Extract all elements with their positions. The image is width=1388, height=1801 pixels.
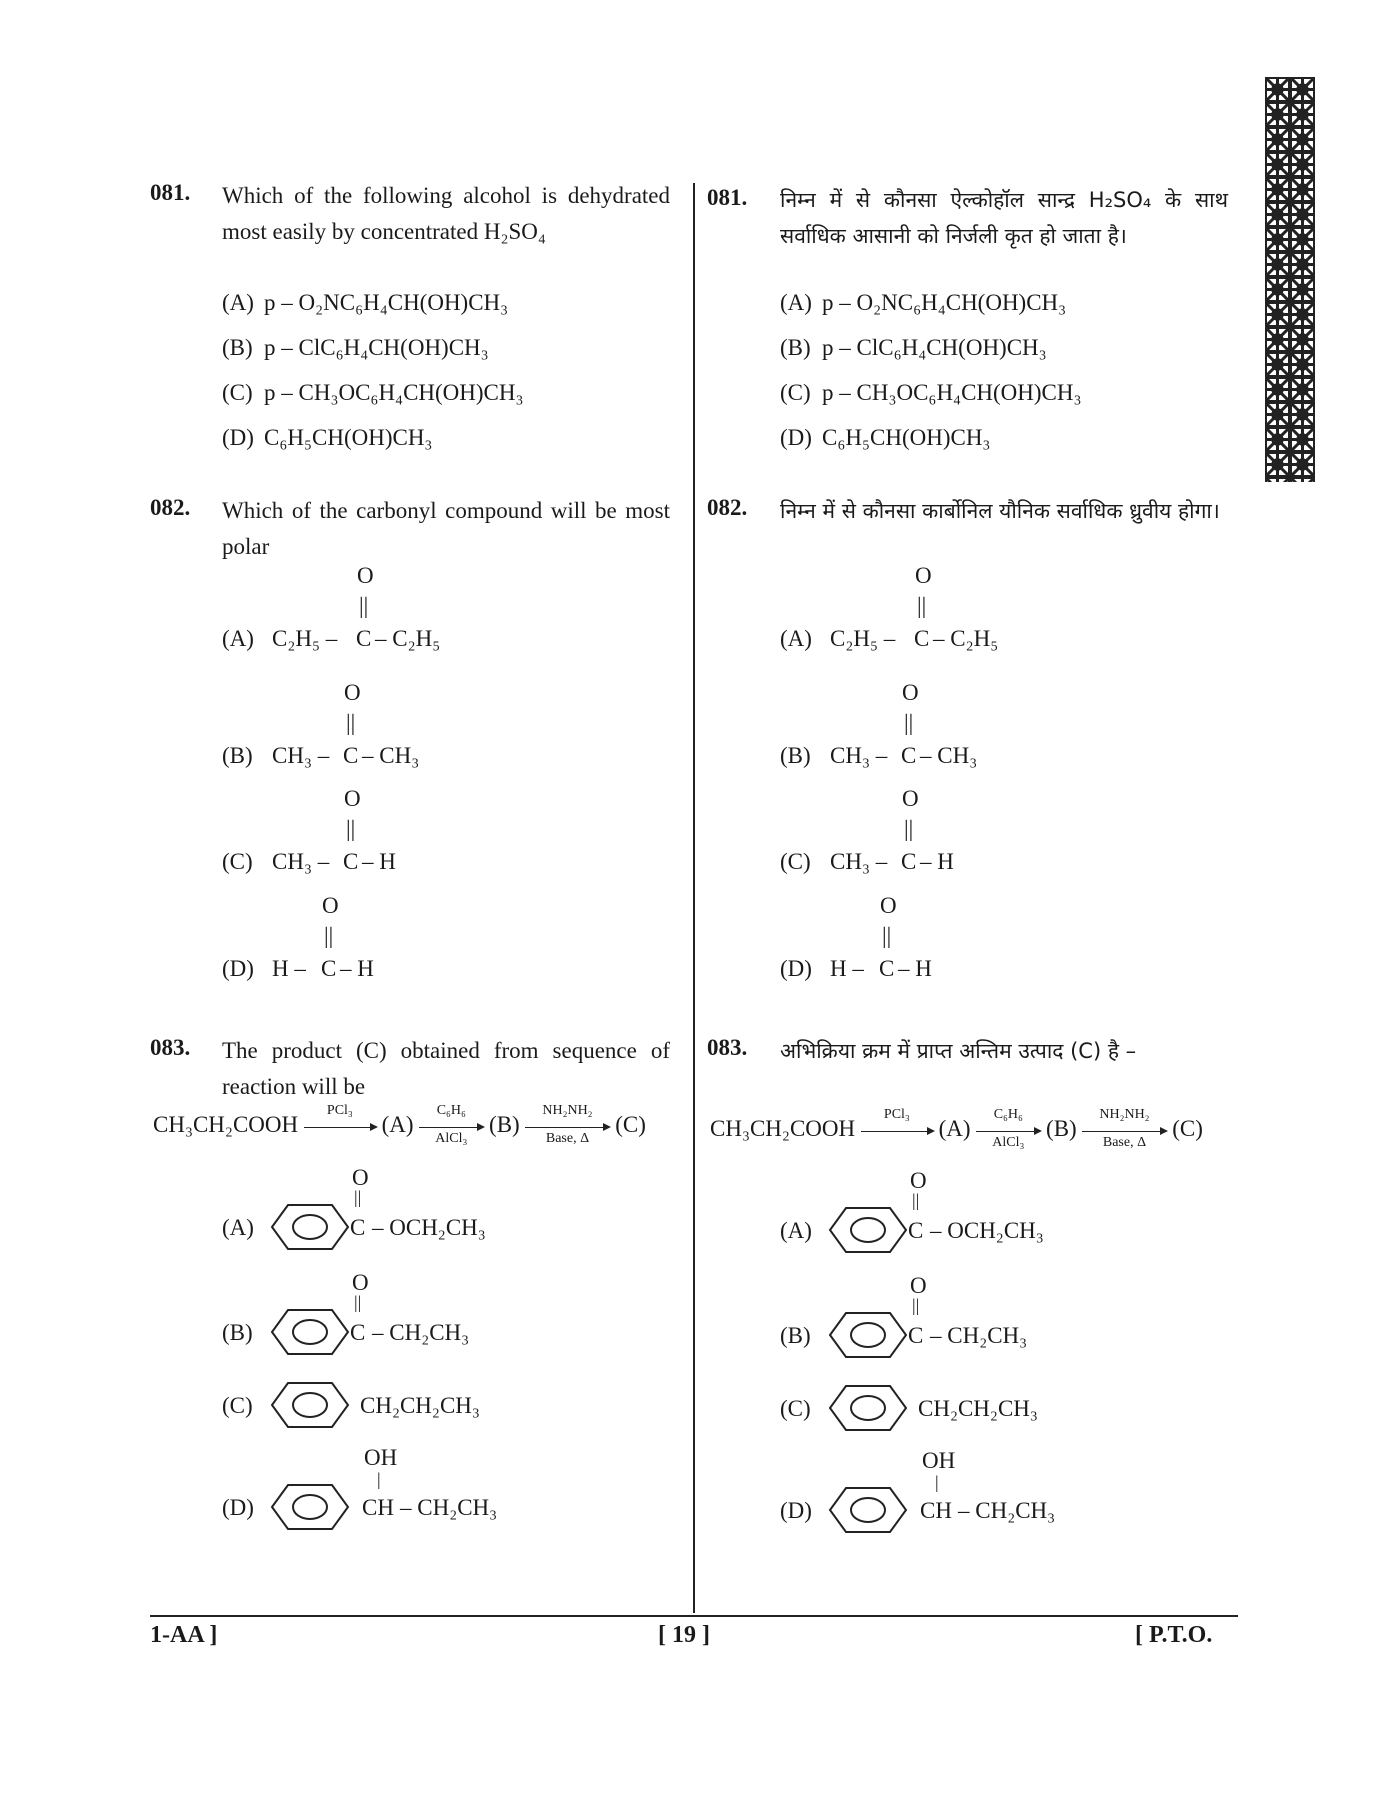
reaction-arrow — [861, 1107, 933, 1132]
option-label: (C) — [780, 1396, 811, 1421]
left-group: H – — [830, 956, 864, 981]
oxygen-atom: O — [344, 680, 361, 705]
functional-group: C — [350, 1215, 366, 1240]
side-chain: – CH₂CH₃ — [372, 1320, 470, 1345]
option-label: (C) — [222, 1393, 253, 1418]
substituent-top: O — [910, 1273, 927, 1298]
oxygen-atom: O — [902, 680, 919, 705]
option-text: p – CH₃OC₆H₄CH(OH)CH₃ — [264, 380, 524, 405]
option-label: (D) — [780, 425, 812, 450]
question-number: 083. — [150, 1035, 191, 1060]
left-group: CH₃ – — [272, 849, 330, 874]
benzene-ring-icon — [828, 1206, 908, 1254]
option-label: (D) — [780, 956, 812, 981]
option[interactable] — [780, 425, 990, 451]
option-label: (A) — [222, 290, 254, 315]
benzene-ring-icon — [828, 1384, 908, 1432]
side-chain: – CH₂CH₃ — [930, 1323, 1028, 1348]
reaction-scheme — [710, 1107, 1203, 1151]
column-divider — [693, 183, 695, 1613]
benzene-ring-icon — [828, 1311, 908, 1359]
option-text: p – CH₃OC₆H₄CH(OH)CH₃ — [822, 380, 1082, 405]
carbon-atom: C — [901, 849, 917, 874]
reaction-arrow — [1082, 1107, 1166, 1151]
question-number: 081. — [707, 185, 748, 210]
reagent: C₆H₆ — [993, 1107, 1023, 1123]
reaction-arrow — [304, 1103, 376, 1128]
bond: || — [912, 1190, 920, 1210]
carbon-atom: C — [343, 743, 359, 768]
left-group: CH₃ – — [830, 849, 888, 874]
double-bond: || — [359, 593, 369, 618]
option-label: (B) — [780, 1323, 811, 1348]
reagent: NH₂NH₂ — [1099, 1107, 1150, 1123]
side-chain: – CH₂CH₃ — [958, 1498, 1056, 1523]
carbon-atom: C — [356, 626, 372, 651]
oxygen-atom: O — [344, 786, 361, 811]
double-bond: || — [346, 710, 356, 735]
reagent: C₆H₆ — [436, 1103, 466, 1119]
booklet-code: 1-AA ] — [150, 1622, 218, 1648]
option-label: (D) — [222, 1495, 254, 1520]
option-label: (D) — [222, 956, 254, 981]
catalyst: AlCl₃ — [435, 1131, 468, 1147]
intermediate: (B) — [489, 1112, 520, 1137]
option-text: p – O₂NC₆H₄CH(OH)CH₃ — [822, 290, 1067, 315]
bond: || — [354, 1292, 362, 1312]
side-chain: – OCH₂CH₃ — [930, 1218, 1044, 1243]
side-chain: – OCH₂CH₃ — [372, 1215, 486, 1240]
reaction-arrow — [976, 1107, 1040, 1151]
option-label: (A) — [780, 290, 812, 315]
option-label: (B) — [222, 1320, 253, 1345]
option-text: p – ClC₆H₄CH(OH)CH₃ — [822, 335, 1047, 360]
option[interactable] — [222, 380, 524, 406]
substituent-top: OH — [364, 1445, 398, 1470]
reactant: CH₃CH₂COOH — [153, 1112, 299, 1137]
option-label: (B) — [780, 335, 811, 360]
left-group: CH₃ – — [272, 743, 330, 768]
question-83-text: The product (C) obtained from sequence of reaction will be — [222, 1038, 670, 1099]
question-82-text-hindi: निम्न में से कौनसा कार्बोनिल यौनिक सर्वाधिक ध्रुवीय होगा। — [780, 499, 1220, 523]
right-group: – H — [920, 849, 954, 874]
option-label: (C) — [222, 380, 253, 405]
side-chain: CH₂CH₂CH₃ — [360, 1393, 480, 1418]
benzene-ring-icon — [270, 1308, 350, 1356]
right-group: – H — [340, 956, 374, 981]
option-text: p – O₂NC₆H₄CH(OH)CH₃ — [264, 290, 509, 315]
carbon-atom: C — [914, 626, 930, 651]
bond: || — [354, 1187, 362, 1207]
option[interactable] — [222, 425, 432, 451]
right-group: – CH₃ — [362, 743, 420, 768]
option[interactable] — [780, 380, 1082, 406]
functional-group: C — [908, 1218, 924, 1243]
option[interactable] — [780, 335, 1047, 361]
right-group: – H — [362, 849, 396, 874]
functional-group: CH — [362, 1495, 394, 1520]
product: (C) — [615, 1112, 646, 1137]
question-81-text — [222, 178, 670, 250]
option-label: (A) — [222, 1215, 254, 1240]
reactant: CH₃CH₂COOH — [710, 1116, 856, 1141]
carbon-atom: C — [321, 956, 337, 981]
double-bond: || — [904, 710, 914, 735]
question-number: 082. — [707, 495, 748, 520]
question-text: Which of the following alcohol is dehydrated most easily by concentrated — [222, 183, 670, 244]
decorative-border-pattern — [1265, 77, 1315, 482]
right-group: – H — [898, 956, 932, 981]
functional-group: C — [908, 1323, 924, 1348]
carbon-atom: C — [879, 956, 895, 981]
oxygen-atom: O — [902, 786, 919, 811]
option-text: p – ClC₆H₄CH(OH)CH₃ — [264, 335, 489, 360]
benzene-ring-icon — [270, 1483, 350, 1531]
question-82-text: Which of the carbonyl compound will be most polar — [222, 498, 670, 559]
oxygen-atom: O — [880, 893, 897, 918]
double-bond: || — [917, 593, 927, 618]
left-group: H – — [272, 956, 306, 981]
oxygen-atom: O — [915, 563, 932, 588]
substituent-top: OH — [922, 1448, 956, 1473]
option-label: (D) — [222, 425, 254, 450]
conditions: Base, Δ — [1102, 1135, 1147, 1151]
double-bond: || — [904, 816, 914, 841]
side-chain: – CH₂CH₃ — [400, 1495, 498, 1520]
right-group: – C₂H₅ — [375, 626, 441, 651]
reaction-arrow — [419, 1103, 483, 1147]
bond: | — [377, 1469, 381, 1489]
option-label: (B) — [780, 743, 811, 768]
benzene-ring-icon — [270, 1381, 350, 1429]
catalyst: AlCl₃ — [992, 1135, 1025, 1151]
reagent: NH₂NH₂ — [542, 1103, 593, 1119]
option-label: (A) — [222, 626, 254, 651]
oxygen-atom: O — [322, 893, 339, 918]
question-83-text-hindi: अभिक्रिया क्रम में प्राप्त अन्तिम उत्पाद (C) है – — [780, 1039, 1137, 1063]
substituent-top: O — [910, 1168, 927, 1193]
left-group: CH₃ – — [830, 743, 888, 768]
intermediate: (A) — [938, 1116, 971, 1141]
double-bond: || — [346, 816, 356, 841]
left-group: C₂H₅ – — [272, 626, 338, 651]
bond: || — [912, 1295, 920, 1315]
option-label: (C) — [780, 380, 811, 405]
option-label: (A) — [780, 626, 812, 651]
question-number: 083. — [707, 1035, 748, 1060]
substituent-top: O — [352, 1165, 369, 1190]
intermediate: (B) — [1046, 1116, 1077, 1141]
reaction-arrow — [525, 1103, 609, 1147]
carbon-atom: C — [343, 849, 359, 874]
reagent: PCl₃ — [883, 1107, 910, 1123]
pto-label: [ P.T.O. — [1135, 1622, 1213, 1648]
option[interactable] — [222, 290, 508, 316]
option-label: (B) — [222, 743, 253, 768]
question-81-text-hindi: निम्न में से कौनसा ऐल्कोहॉल सान्द्र H₂SO₄ के साथ सर्वाधिक आसानी को निर्जली कृत हो जाता है। — [780, 188, 1228, 248]
question-number: 081. — [150, 180, 191, 205]
substituent-top: O — [352, 1270, 369, 1295]
benzene-ring-icon — [270, 1203, 350, 1251]
double-bond: || — [882, 923, 892, 948]
benzene-ring-icon — [828, 1486, 908, 1534]
formula: H₂SO₄ — [483, 219, 546, 244]
right-group: – C₂H₅ — [933, 626, 999, 651]
double-bond: || — [324, 923, 334, 948]
option-label: (A) — [780, 1218, 812, 1243]
left-group: C₂H₅ – — [830, 626, 896, 651]
bond: | — [935, 1472, 939, 1492]
carbon-atom: C — [901, 743, 917, 768]
conditions: Base, Δ — [545, 1131, 590, 1147]
option-label: (C) — [780, 849, 811, 874]
question-number: 082. — [150, 495, 191, 520]
intermediate: (A) — [381, 1112, 414, 1137]
oxygen-atom: O — [357, 563, 374, 588]
option-label: (B) — [222, 335, 253, 360]
option-label: (D) — [780, 1498, 812, 1523]
page-number: [ 19 ] — [658, 1622, 710, 1648]
functional-group: CH — [920, 1498, 952, 1523]
option-text: C₆H₅CH(OH)CH₃ — [822, 425, 991, 450]
reagent: PCl₃ — [326, 1103, 353, 1119]
option-label: (C) — [222, 849, 253, 874]
right-group: – CH₃ — [920, 743, 978, 768]
functional-group: C — [350, 1320, 366, 1345]
product: (C) — [1172, 1116, 1203, 1141]
option[interactable] — [780, 290, 1066, 316]
reaction-scheme — [153, 1103, 646, 1147]
option-text: C₆H₅CH(OH)CH₃ — [264, 425, 433, 450]
option[interactable] — [222, 335, 489, 361]
side-chain: CH₂CH₂CH₃ — [918, 1396, 1038, 1421]
footer-rule — [150, 1615, 1238, 1617]
